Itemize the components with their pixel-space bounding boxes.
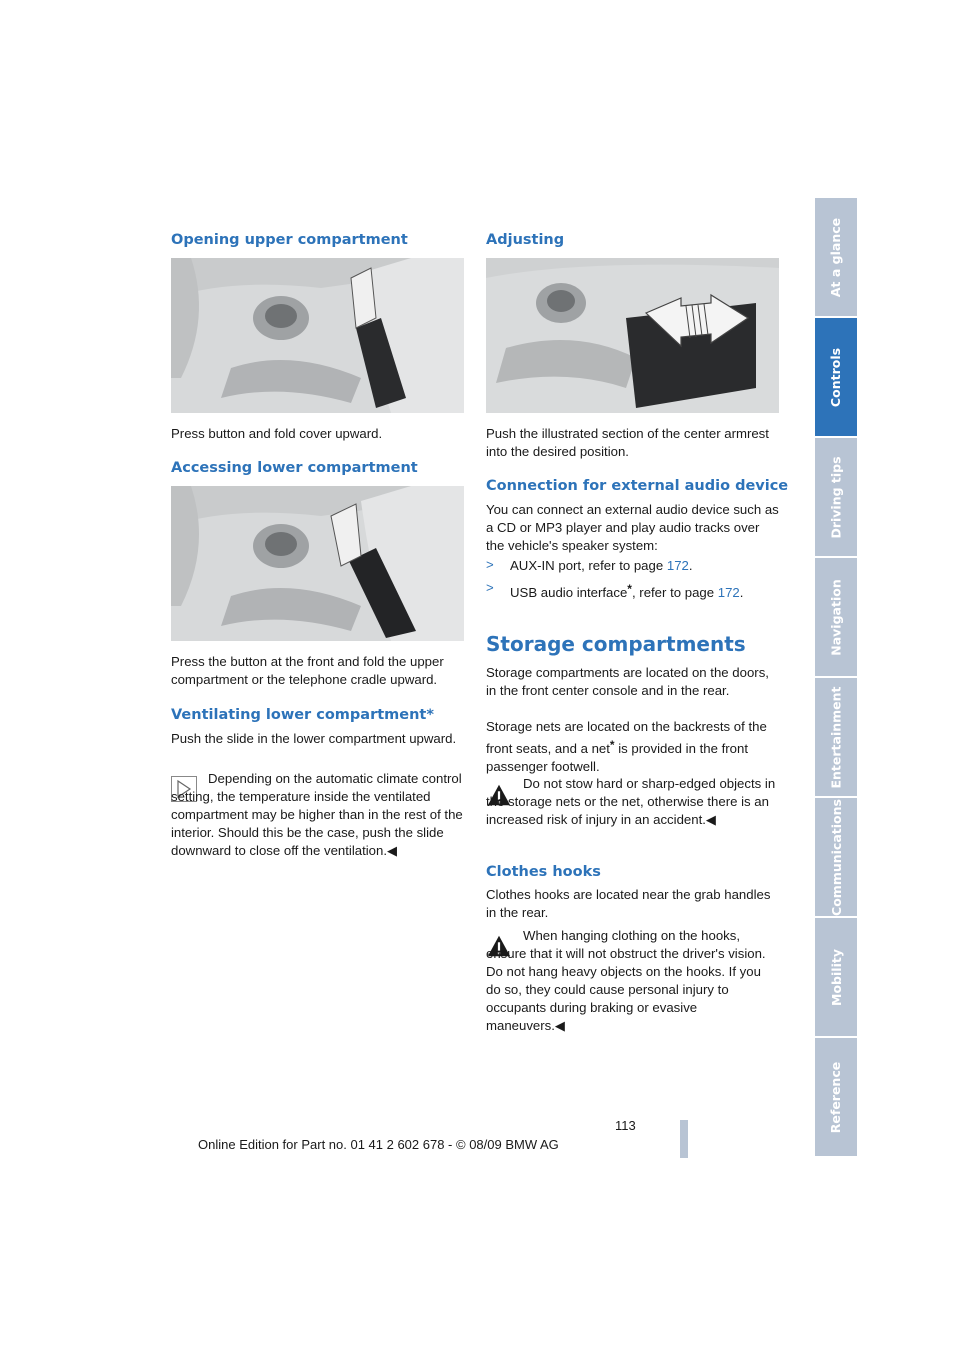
text-storage-2a: Storage nets are located on the backrests of the front seats, and a net — [486, 719, 767, 756]
optional-star: * — [627, 582, 632, 596]
photo-opening-upper-compartment — [171, 258, 464, 413]
text-storage-1: Storage compartments are located on the doors, in the front center console and in the rear. — [486, 665, 769, 698]
text-accessing-lower: Press the button at the front and fold the upper compartment or the telephone cradle upward. — [171, 654, 444, 687]
tab-label: Reference — [828, 1061, 844, 1133]
tab-at-a-glance[interactable] — [815, 198, 857, 316]
text-storage-2 — [486, 718, 779, 776]
tab-label: Mobility — [828, 948, 844, 1006]
bullet-aux-text: AUX-IN port, refer to page — [510, 558, 667, 573]
heading-connection-external-audio: Connection for external audio device — [486, 478, 789, 494]
bullet-usb-end: . — [739, 585, 744, 600]
warning-storage: Do not stow hard or sharp-edged objects in the storage nets or the net, otherwise there is an increased risk of injury in an accident.◀ — [486, 776, 776, 827]
text-connection: You can connect an external audio device such as a CD or MP3 player and play audio tracks over the vehicle's speaker system: — [486, 502, 779, 553]
footer-edition: Online Edition for Part no. 01 41 2 602 678 - © 08/09 BMW AG — [198, 1137, 559, 1152]
tab-navigation[interactable] — [815, 558, 857, 676]
tab-reference[interactable] — [815, 1038, 857, 1156]
tab-controls[interactable] — [815, 318, 857, 436]
page-link-172-aux[interactable]: 172 — [666, 558, 689, 573]
tab-communications[interactable] — [815, 798, 857, 916]
tab-driving-tips[interactable] — [815, 438, 857, 556]
text-opening-upper: Press button and fold cover upward. — [171, 426, 383, 441]
tab-mobility[interactable] — [815, 918, 857, 1036]
text-adjusting: Push the illustrated section of the center armrest into the desired position. — [486, 426, 769, 459]
bullet-usb-text2: , refer to page — [631, 585, 718, 600]
tab-entertainment[interactable] — [815, 678, 857, 796]
tab-label: Entertainment — [828, 685, 844, 789]
photo-accessing-lower-compartment — [171, 486, 464, 641]
bullet-aux-in — [486, 557, 779, 575]
tab-label: Communications — [828, 798, 844, 916]
heading-clothes-hooks: Clothes hooks — [486, 864, 601, 880]
bullet-marker: > — [486, 557, 494, 572]
heading-opening-upper-compartment: Opening upper compartment — [171, 232, 408, 248]
tab-label: Driving tips — [828, 455, 844, 539]
bullet-aux-end: . — [688, 558, 693, 573]
footer-bar — [680, 1120, 688, 1158]
photo-adjusting-armrest — [486, 258, 779, 413]
warning-clothes: When hanging clothing on the hooks, ensure that it will not obstruct the driver's vision. Do not hang heavy objects on the hooks. If you do so, they could cause personal injury to occupants during braking or evasive maneuvers.◀ — [486, 928, 766, 1033]
text-clothes: Clothes hooks are located near the grab handles in the rear. — [486, 887, 771, 920]
bullet-usb-text: USB audio interface — [510, 585, 628, 600]
tab-label: Navigation — [828, 578, 844, 656]
heading-accessing-lower-compartment: Accessing lower compartment — [171, 460, 418, 476]
note-ventilating: Depending on the automatic climate control setting, the temperature inside the ventilated compartment may be higher than in the rest of the interior. Should this be the case, push the slide downward to close off the ventilation.◀ — [171, 771, 463, 858]
page-number: 113 — [615, 1118, 636, 1133]
heading-storage-compartments: Storage compartments — [486, 632, 746, 656]
page-link-172-usb[interactable]: 172 — [717, 585, 740, 600]
tab-label: At a glance — [828, 217, 844, 297]
optional-star: * — [609, 738, 615, 752]
bullet-marker: > — [486, 580, 494, 595]
bullet-usb-audio — [486, 580, 779, 598]
heading-ventilating-lower-compartment: Ventilating lower compartment* — [171, 707, 434, 723]
text-ventilating: Push the slide in the lower compartment upward. — [171, 731, 457, 746]
heading-adjusting: Adjusting — [486, 232, 565, 248]
tab-label: Controls — [828, 347, 844, 407]
text-storage-2b: is provided in the front passenger footwell. — [486, 741, 748, 774]
